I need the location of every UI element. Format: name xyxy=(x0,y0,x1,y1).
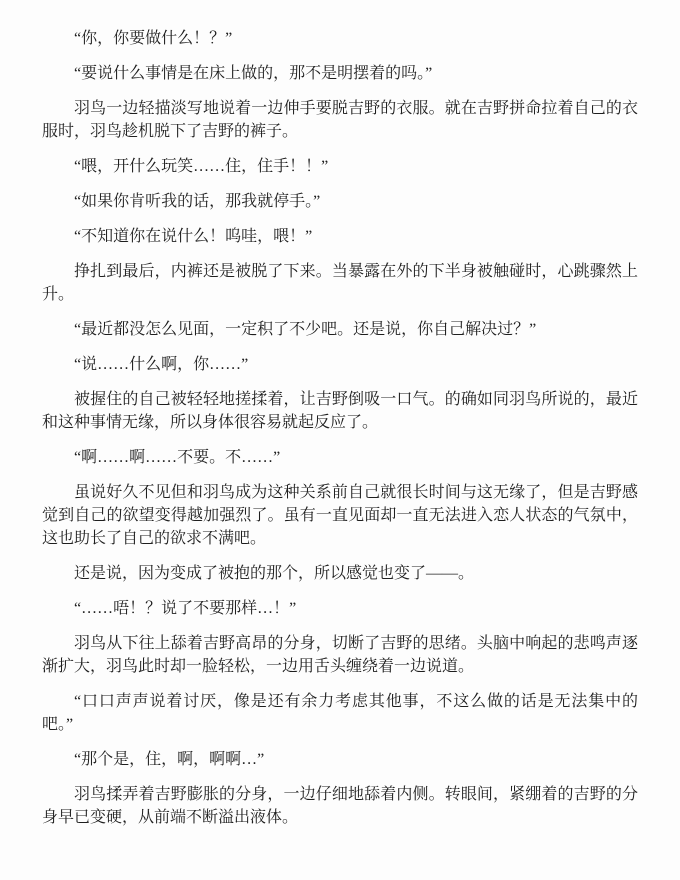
dialogue-paragraph: “如果你肯听我的话，那我就停手。” xyxy=(74,193,321,210)
narration-paragraph: 虽说好久不见但和羽鸟成为这种关系前自己就很长时间与这无缘了，但是吉野感觉到自己的欲望变得越加强烈了。虽有一直见面却一直无法进入恋人状态的气氛中，这也助长了自己的欲求不满吧。 xyxy=(42,484,638,547)
narration-paragraph: 被握住的自己被轻轻地搓揉着，让吉野倒吸一口气。的确如同羽鸟所说的，最近和这种事情无缘，所以身体很容易就起反应了。 xyxy=(42,391,638,431)
dialogue-paragraph: “口口声声说着讨厌，像是还有余力考虑其他事，不这么做的话是无法集中的吧。” xyxy=(42,693,638,733)
narration-paragraph: 还是说，因为变成了被抱的那个，所以感觉也变了——。 xyxy=(74,565,475,582)
dialogue-paragraph: “……唔！？说了不要那样…！” xyxy=(74,600,297,617)
dialogue-paragraph: “说……什么啊，你……” xyxy=(74,356,249,373)
dialogue-paragraph: “你，你要做什么！？” xyxy=(74,30,233,47)
dialogue-paragraph: “喂，开什么玩笑……住，住手！！” xyxy=(74,158,329,175)
dialogue-paragraph: “那个是，住，啊，啊啊…” xyxy=(74,751,265,768)
dialogue-paragraph: “啊……啊……不要。不……” xyxy=(74,449,281,466)
narration-paragraph: 挣扎到最后，内裤还是被脱了下来。当暴露在外的下半身被触碰时，心跳骤然上升。 xyxy=(42,263,638,303)
dialogue-paragraph: “要说什么事情是在床上做的，那不是明摆着的吗。” xyxy=(74,65,433,82)
narration-paragraph: 羽鸟从下往上舔着吉野高昂的分身，切断了吉野的思绪。头脑中响起的悲鸣声逐渐扩大，羽鸟此时却一脸轻松，一边用舌头缠绕着一边说道。 xyxy=(42,635,638,675)
dialogue-paragraph: “不知道你在说什么！呜哇，喂！” xyxy=(74,228,313,245)
narration-paragraph: 羽鸟揉弄着吉野膨胀的分身，一边仔细地舔着内侧。转眼间，紧绷着的吉野的分身早已变硬，从前端不断溢出液体。 xyxy=(42,786,638,826)
dialogue-paragraph: “最近都没怎么见面，一定积了不少吧。还是说，你自己解决过？” xyxy=(74,321,537,338)
narration-paragraph: 羽鸟一边轻描淡写地说着一边伸手要脱吉野的衣服。就在吉野拼命拉着自己的衣服时，羽鸟趁机脱下了吉野的裤子。 xyxy=(42,100,638,140)
